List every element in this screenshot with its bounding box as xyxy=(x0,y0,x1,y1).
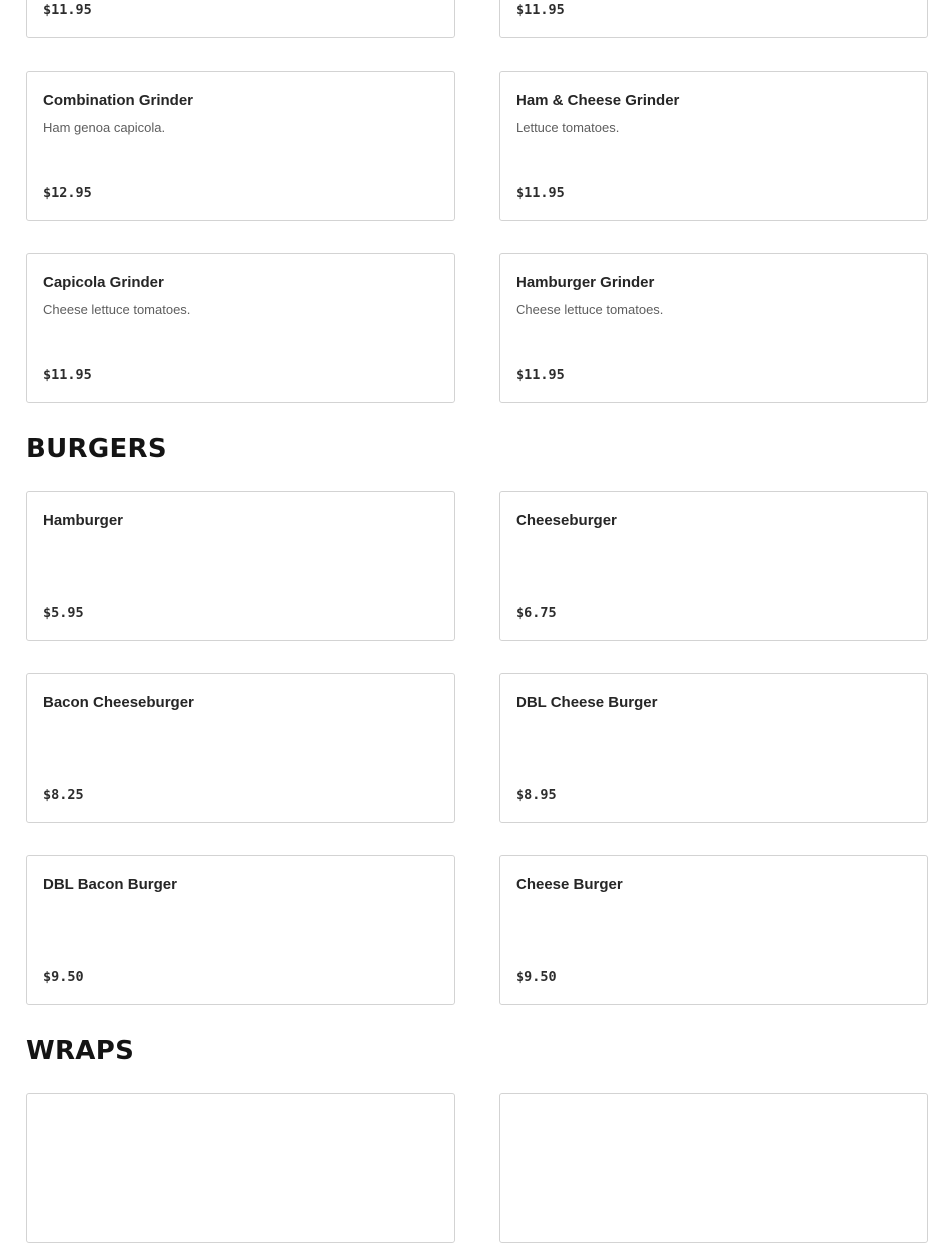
item-price: $9.50 xyxy=(43,969,84,985)
menu-item-card[interactable] xyxy=(26,253,455,403)
item-description: Lettuce tomatoes. xyxy=(516,120,620,135)
menu-item-card[interactable] xyxy=(499,253,928,403)
menu-item-card[interactable] xyxy=(499,0,928,38)
item-price: $9.50 xyxy=(516,969,557,985)
item-name: Bacon Cheeseburger xyxy=(43,694,194,711)
item-name: Cheese Burger xyxy=(516,876,623,893)
item-description: Cheese lettuce tomatoes. xyxy=(516,302,664,317)
item-price: $11.95 xyxy=(516,2,565,18)
item-price: $8.25 xyxy=(43,787,84,803)
item-price: $12.95 xyxy=(43,185,92,201)
menu-item-card[interactable] xyxy=(499,673,928,823)
item-name: Combination Grinder xyxy=(43,92,193,109)
item-name: DBL Bacon Burger xyxy=(43,876,177,893)
item-price: $8.95 xyxy=(516,787,557,803)
menu-item-card[interactable] xyxy=(26,491,455,641)
item-description: Cheese lettuce tomatoes. xyxy=(43,302,191,317)
menu-item-card[interactable] xyxy=(26,1093,455,1243)
item-name: Hamburger Grinder xyxy=(516,274,655,291)
item-name: Ham & Cheese Grinder xyxy=(516,92,680,109)
item-price: $11.95 xyxy=(516,367,565,383)
item-price: $5.95 xyxy=(43,605,84,621)
item-name: DBL Cheese Burger xyxy=(516,694,658,711)
item-price: $11.95 xyxy=(43,367,92,383)
item-name: Cheeseburger xyxy=(516,512,617,529)
menu-item-card[interactable] xyxy=(499,855,928,1005)
item-price: $6.75 xyxy=(516,605,557,621)
item-description: Ham genoa capicola. xyxy=(43,120,166,135)
menu-item-card[interactable] xyxy=(499,491,928,641)
menu-item-card[interactable] xyxy=(499,71,928,221)
menu-item-card[interactable] xyxy=(26,71,455,221)
menu-item-card[interactable] xyxy=(26,855,455,1005)
item-price: $11.95 xyxy=(43,2,92,18)
item-price: $11.95 xyxy=(516,185,565,201)
menu-item-card[interactable] xyxy=(499,1093,928,1243)
item-name: Hamburger xyxy=(43,512,124,529)
menu-item-card[interactable] xyxy=(26,673,455,823)
item-name: Capicola Grinder xyxy=(43,274,164,291)
menu-item-card[interactable] xyxy=(26,0,455,38)
section-title-burgers: BURGERS xyxy=(26,434,167,464)
section-title-wraps: WRAPS xyxy=(26,1036,135,1066)
